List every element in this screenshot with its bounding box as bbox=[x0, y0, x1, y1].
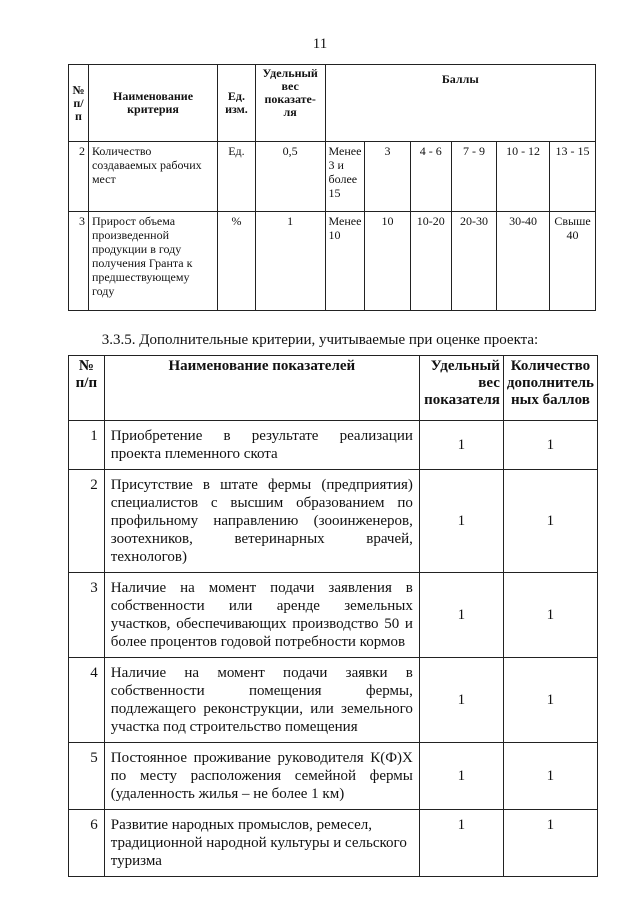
header-points: Баллы bbox=[325, 65, 595, 142]
points-cell: 3 bbox=[365, 142, 410, 212]
row-num: 2 bbox=[69, 470, 105, 573]
row-num: 3 bbox=[69, 573, 105, 658]
extra-points-cell: 1 bbox=[503, 743, 597, 810]
criteria-table bbox=[68, 64, 596, 311]
points-cell: 7 - 9 bbox=[451, 142, 496, 212]
row-num: 6 bbox=[69, 810, 105, 877]
row-num: 1 bbox=[69, 421, 105, 470]
indicator-name: Постоянное проживание руководителя К(Ф)Х по месту расположения семейной фермы (удаленность жилья – не более 1 км) bbox=[104, 743, 419, 810]
weight-cell: 1 bbox=[419, 810, 503, 877]
header-num: № п/п bbox=[69, 65, 89, 142]
points-cell: 10 - 12 bbox=[497, 142, 550, 212]
weight-cell: 0,5 bbox=[255, 142, 325, 212]
table-row bbox=[69, 470, 598, 573]
table-row bbox=[69, 421, 598, 470]
row-num: 4 bbox=[69, 658, 105, 743]
points-cell: Свыше 40 bbox=[550, 212, 596, 311]
points-cell: 10-20 bbox=[410, 212, 451, 311]
criterion-name: Прирост объема произведенной продукции в году получения Гранта к предшествующему году bbox=[88, 212, 217, 311]
row-num: 5 bbox=[69, 743, 105, 810]
points-cell: Менее 3 и более 15 bbox=[325, 142, 365, 212]
indicator-name: Присутствие в штате фермы (предприятия) специалистов с высшим образованием по профильному направлению (зооинженеров, зоотехников, ветеринарных врачей, технологов) bbox=[104, 470, 419, 573]
extra-points-cell: 1 bbox=[503, 470, 597, 573]
unit-cell: % bbox=[218, 212, 256, 311]
extra-points-cell: 1 bbox=[503, 421, 597, 470]
header-indicator-name: Наименование показателей bbox=[104, 356, 419, 421]
header-extra-points: Количество дополнитель ных баллов bbox=[503, 356, 597, 421]
weight-cell: 1 bbox=[419, 743, 503, 810]
additional-criteria-table bbox=[68, 355, 598, 877]
table-row bbox=[69, 573, 598, 658]
section-caption: 3.3.5. Дополнительные критерии, учитываемые при оценке проекта: bbox=[101, 332, 539, 348]
extra-points-cell: 1 bbox=[503, 658, 597, 743]
table-row bbox=[69, 658, 598, 743]
header-criterion: Наименование критерия bbox=[88, 65, 217, 142]
extra-points-cell: 1 bbox=[503, 810, 597, 877]
row-num: 3 bbox=[69, 212, 89, 311]
points-cell: 30-40 bbox=[497, 212, 550, 311]
header-unit: Ед. изм. bbox=[218, 65, 256, 142]
points-cell: 20-30 bbox=[451, 212, 496, 311]
table-row bbox=[69, 743, 598, 810]
header-weight: Удельный вес показателя bbox=[419, 356, 503, 421]
weight-cell: 1 bbox=[419, 470, 503, 573]
points-cell: Менее 10 bbox=[325, 212, 365, 311]
page-number: 11 bbox=[312, 36, 328, 52]
row-num: 2 bbox=[69, 142, 89, 212]
points-cell: 10 bbox=[365, 212, 410, 311]
weight-cell: 1 bbox=[419, 658, 503, 743]
indicator-name: Наличие на момент подачи заявления в собственности или аренде земельных участков, обеспечивающих производство 50 и более процентов годовой потребности кормов bbox=[104, 573, 419, 658]
table-row bbox=[69, 212, 596, 311]
indicator-name: Приобретение в результате реализации проекта племенного скота bbox=[104, 421, 419, 470]
points-cell: 4 - 6 bbox=[410, 142, 451, 212]
weight-cell: 1 bbox=[419, 421, 503, 470]
table-row bbox=[69, 142, 596, 212]
weight-cell: 1 bbox=[255, 212, 325, 311]
points-cell: 13 - 15 bbox=[550, 142, 596, 212]
header-num: № п/п bbox=[69, 356, 105, 421]
indicator-name: Развитие народных промыслов, ремесел, традиционной народной культуры и сельского туризма bbox=[104, 810, 419, 877]
indicator-name: Наличие на момент подачи заявки в собственности помещения фермы, подлежащего реконструкции, или земельного участка под строительство помещения bbox=[104, 658, 419, 743]
weight-cell: 1 bbox=[419, 573, 503, 658]
criterion-name: Количество создаваемых рабочих мест bbox=[88, 142, 217, 212]
header-weight: Удельный вес показате- ля bbox=[255, 65, 325, 142]
unit-cell: Ед. bbox=[218, 142, 256, 212]
table-row bbox=[69, 810, 598, 877]
extra-points-cell: 1 bbox=[503, 573, 597, 658]
